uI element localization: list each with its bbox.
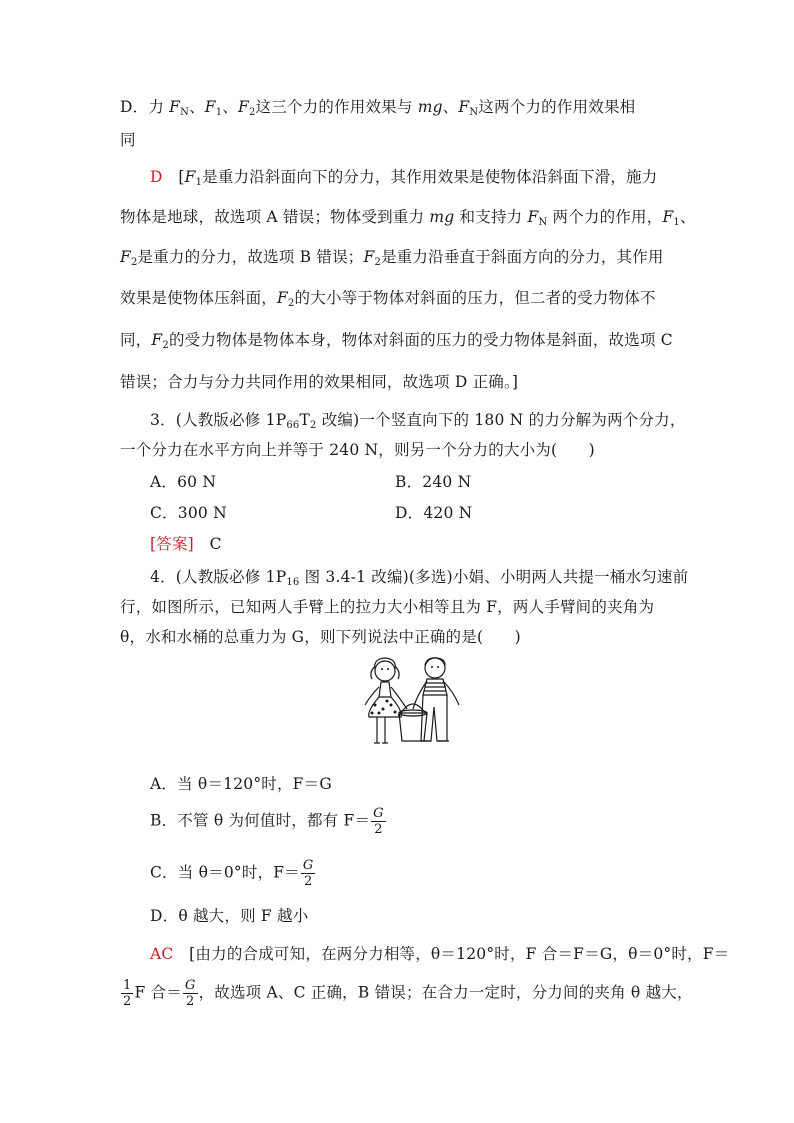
question3-line2: 一个分力在水平方向上并等于 240 N，则另一个分力的大小为( ) <box>120 441 595 459</box>
children-carrying-bucket-illustration <box>355 655 467 757</box>
answer-tag: D <box>150 168 163 186</box>
question3-answer: [答案] C <box>150 535 222 553</box>
question3-line1: 3．(人教版必修 $1P_{66}T_2$ 改编)一个竖直向下的 180 N 的力分解为两个分力， <box>150 411 686 431</box>
question4-option-d: D．θ 越大，则 F 越小 <box>150 907 309 925</box>
option-d: D．420 N <box>395 504 473 522</box>
fraction-g-over-2: $\frac{G}{2}$ <box>184 978 196 1009</box>
question4-line2: 行，如图所示，已知两人手臂上的拉力大小相等且为 F，两人手臂间的夹角为 <box>120 598 655 616</box>
answer2-line5: 同，$F_2$的受力物体是物体本身，物体对斜面的压力的受力物体是斜面，故选项 C <box>120 331 673 351</box>
question4-option-b: B．不管 θ 为何值时，都有 F＝ $\frac{G}{2}$ <box>150 806 384 837</box>
option-d-line1: D．力 $F_N$、$F_1$、$F_2$这三个力的作用效果与 mg、$F_N$这两个力的作用效果相 <box>120 98 636 118</box>
option-d-line2: 同 <box>120 131 136 149</box>
option-a: A．60 N <box>150 473 217 491</box>
fraction-g-over-2: $\frac{G}{2}$ <box>302 858 314 889</box>
question4-line1: 4．(人教版必修 $1P_{16}$ 图 3.4-1 改编)(多选)小娟、小明两人共提一桶水匀速前 <box>150 568 689 588</box>
answer2-line3: $F_2$是重力的分力，故选项 B 错误；$F_2$是重力沿垂直于斜面方向的分力，其作用 <box>120 248 664 268</box>
answer2-line4: 效果是使物体压斜面，$F_2$的大小等于物体对斜面的压力，但二者的受力物体不 <box>120 289 656 309</box>
question3-options-row1 <box>150 470 472 492</box>
answer-tag: AC <box>150 945 174 963</box>
option-b: B．240 N <box>395 473 472 491</box>
option-c: C．300 N <box>150 504 227 522</box>
answer2-line1: D [$F_1$是重力沿斜面向下的分力，其作用效果是使物体沿斜面下滑，施力 <box>150 168 658 188</box>
question3-options-row2 <box>150 501 473 523</box>
question4-option-c: C．当 θ＝0°时，F＝ $\frac{G}{2}$ <box>150 858 314 889</box>
fraction-one-half: $\frac{1}{2}$ <box>123 978 132 1009</box>
answer4-line1: AC [由力的合成可知，在两分力相等，θ＝120°时，F 合＝F＝G，θ＝0°时，F＝ <box>150 945 730 963</box>
question4-option-a: A．当 θ＝120°时，F＝G <box>150 775 332 793</box>
answer4-line2: $\frac{1}{2}$ F 合＝ $\frac{G}{2}$ ，故选项 A、C 正确，B 错误；在合力一定时，分力间的夹角 θ 越大， <box>123 978 693 1009</box>
answer2-line2: 物体是地球，故选项 A 错误；物体受到重力 mg 和支持力 $F_N$ 两个力的作用，$F_1$、 <box>120 208 696 228</box>
question4-line3: θ，水和水桶的总重力为 G，则下列说法中正确的是( ) <box>120 628 521 646</box>
answer-tag: [答案] <box>150 535 194 553</box>
fraction-g-over-2: $\frac{G}{2}$ <box>373 806 384 837</box>
answer2-line6: 错误；合力与分力共同作用的效果相同，故选项 D 正确。] <box>120 373 519 391</box>
